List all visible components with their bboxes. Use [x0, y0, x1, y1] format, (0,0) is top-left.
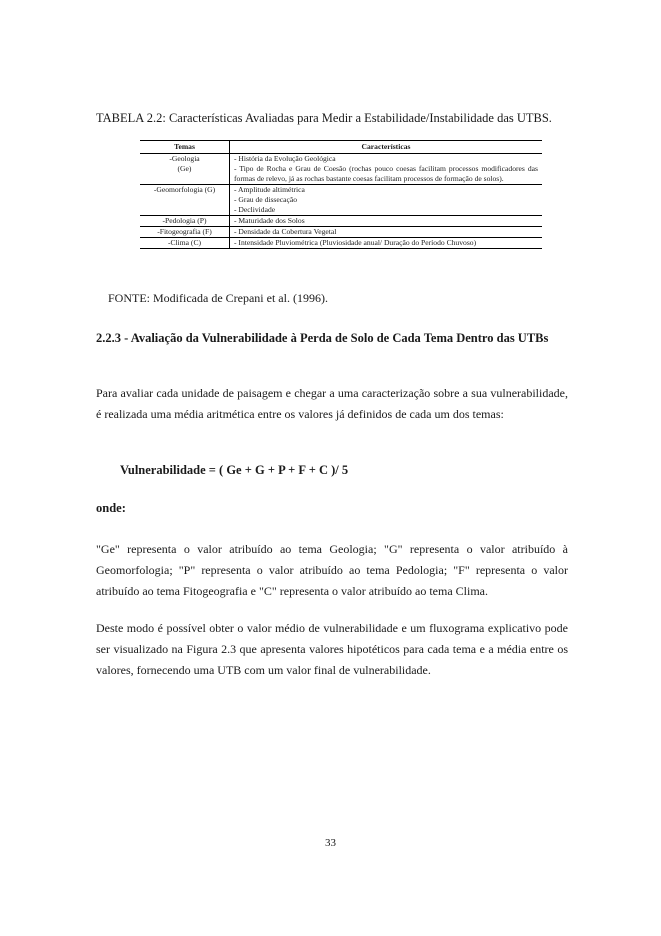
tema-cell: [140, 216, 230, 227]
caracteristica-item: - Maturidade dos Solos: [234, 216, 305, 225]
caracteristica-item: - Amplitude altimétrica: [234, 185, 305, 194]
caracteristicas-cell: [230, 238, 543, 249]
tema-cell: [140, 185, 230, 216]
section-heading: 2.2.3 - Avaliação da Vulnerabilidade à Perda de Solo de Cada Tema Dentro das UTBs: [96, 331, 549, 345]
vulnerability-formula: Vulnerabilidade = ( Ge + G + P + F + C )/ 5: [120, 463, 349, 477]
tema-line: -Fitogeografia (F): [157, 227, 212, 236]
tema-cell: [140, 154, 230, 185]
caracteristica-item: - Tipo de Rocha e Grau de Coesão (rochas pouco coesas facilitam processos modificadores das formas de relevo, já as rochas bastante coesas facilitam processos de formação de solos).: [234, 164, 538, 183]
column-header-temas: Temas: [140, 141, 230, 154]
caracteristicas-cell: [230, 185, 543, 216]
table-source: FONTE: Modificada de Crepani et al. (1996).: [108, 291, 328, 305]
caracteristica-item: - Intensidade Pluviométrica (Pluviosidade anual/ Duração do Período Chuvoso): [234, 238, 477, 247]
caracteristica-item: - Declividade: [234, 205, 276, 214]
caracteristica-item: - Grau de dissecação: [234, 195, 298, 204]
caracteristica-item: - Densidade da Cobertura Vegetal: [234, 227, 337, 236]
tema-line: (Ge): [177, 164, 192, 173]
column-header-caracteristicas: Características: [230, 141, 543, 154]
onde-label: onde:: [96, 501, 126, 515]
tema-line: -Geologia: [169, 154, 200, 163]
characteristics-table: [140, 140, 542, 249]
table-row: [140, 216, 542, 227]
table-row: [140, 238, 542, 249]
caracteristicas-cell: [230, 154, 543, 185]
tema-cell: [140, 238, 230, 249]
tema-cell: [140, 227, 230, 238]
caracteristica-item: - História da Evolução Geológica: [234, 154, 336, 163]
page-number: 33: [325, 837, 336, 849]
paragraph-intro: Para avaliar cada unidade de paisagem e chegar a uma caracterização sobre a sua vulnerabilidade, é realizada uma média aritmética entre os valores já definidos de cada um dos temas:: [96, 386, 568, 421]
table-header-row: [140, 141, 542, 154]
tema-line: -Pedologia (P): [162, 216, 207, 225]
table-row: [140, 227, 542, 238]
paragraph-conclusion: Deste modo é possível obter o valor médio de vulnerabilidade e um fluxograma explicativo pode ser visualizado na Figura 2.3 que apresenta valores hipotéticos para cada tema e a média entre os valores, fornecendo uma UTB com um valor final de vulnerabilidade.: [96, 621, 568, 677]
table-row: [140, 185, 542, 216]
caracteristicas-cell: [230, 216, 543, 227]
caracteristicas-cell: [230, 227, 543, 238]
tema-line: -Geomorfologia (G): [153, 185, 216, 194]
table-caption: TABELA 2.2: Características Avaliadas para Medir a Estabilidade/Instabilidade das UTBS.: [96, 111, 552, 125]
tema-line: -Clima (C): [167, 238, 202, 247]
table-row: [140, 154, 542, 185]
paragraph-definitions: "Ge" representa o valor atribuído ao tema Geologia; "G" representa o valor atribuído à Geomorfologia; "P" representa o valor atribuído ao tema Pedologia; "F" representa o valor atribuído ao tema Fitogeografia e "C" representa o valor atribuído ao tema Clima.: [96, 542, 568, 598]
